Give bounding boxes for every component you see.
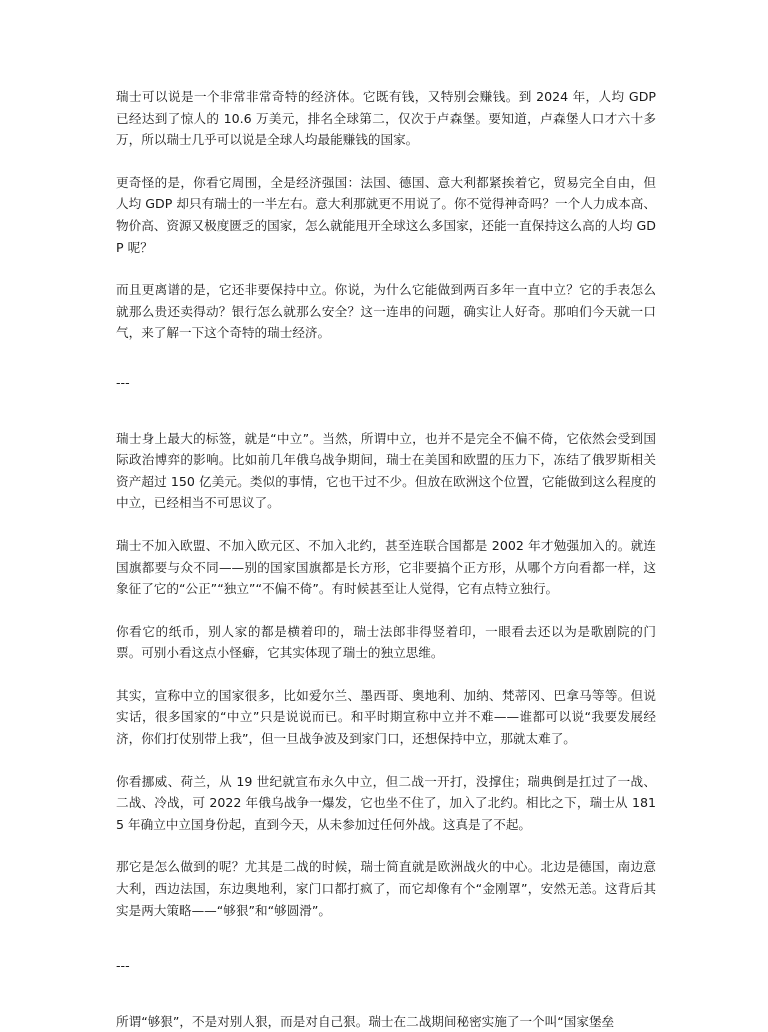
paragraph-neutrality-6: 那它是怎么做到的呢？尤其是二战的时候，瑞士简直就是欧洲战火的中心。北边是德国，南边意大利，西边法国，东边奥地利，家门口都打疯了，而它却像有个“金刚罩”，安然无恙。这背后其实是两大策略——“够狠”和“够圆滑”。 xyxy=(116,859,656,918)
paragraph-neutrality-3: 你看它的纸币，别人家的都是横着印的，瑞士法郎非得竖着印，一眼看去还以为是歌剧院的门票。可别小看这点小怪癖，它其实体现了瑞士的独立思维。 xyxy=(116,623,656,661)
paragraph-intro-1: 瑞士可以说是一个非常非常奇特的经济体。它既有钱，又特别会赚钱。到 2024 年，人均 GDP 已经达到了惊人的 10.6 万美元，排名全球第二，仅次于卢森堡。要知道，卢森堡人口才六十多万，所以瑞士几乎可以说是全球人均最能赚钱的国家。 xyxy=(116,89,656,148)
paragraph-neutrality-2: 瑞士不加入欧盟、不加入欧元区、不加入北约，甚至连联合国都是 2002 年才勉强加入的。就连国旗都要与众不同——别的国家国旗都是长方形，它非要搞个正方形，从哪个方向看都一样，这象征了它的“公正”“独立”“不偏不倚”。有时候甚至让人觉得，它有点特立独行。 xyxy=(116,537,656,597)
paragraph-intro-3: 而且更离谱的是，它还非要保持中立。你说，为什么它能做到两百多年一直中立？它的手表怎么就那么贵还卖得动？银行怎么就那么安全？这一连串的问题，确实让人好奇。那咱们今天就一口气，来了解一下这个奇特的瑞士经济。 xyxy=(116,282,656,341)
paragraph-neutrality-5: 你看挪威、荷兰，从 19 世纪就宣布永久中立，但二战一开打，没撑住；瑞典倒是扛过了一战、二战、冷战，可 2022 年俄乌战争一爆发，它也坐不住了，加入了北约。相比之下，瑞士从 1815 年确立中立国身份起，直到今天，从未参加过任何外战。这真是了不起。 xyxy=(116,773,656,832)
section-separator: --- xyxy=(116,958,130,974)
paragraph-strategy-1: 所谓“够狠”，不是对别人狠，而是对自己狠。瑞士在二战期间秘密实施了一个叫“国家堡垒 xyxy=(116,1013,615,1029)
paragraph-neutrality-1: 瑞士身上最大的标签，就是“中立”。当然，所谓中立，也并不是完全不偏不倚，它依然会受到国际政治博弈的影响。比如前几年俄乌战争期间，瑞士在美国和欧盟的压力下，冻结了俄罗斯相关资产超过 150 亿美元。类似的事情，它也干过不少。但放在欧洲这个位置，它能做到这么程度的中立，已经相当不可思议了。 xyxy=(116,430,656,511)
paragraph-neutrality-4: 其实，宣称中立的国家很多，比如爱尔兰、墨西哥、奥地利、加纳、梵蒂冈、巴拿马等等。但说实话，很多国家的“中立”只是说说而已。和平时期宣称中立并不难——谁都可以说“我要发展经济，你们打仗别带上我”，但一旦战争波及到家门口，还想保持中立，那就太难了。 xyxy=(116,687,656,747)
section-separator: --- xyxy=(116,374,130,390)
paragraph-intro-2: 更奇怪的是，你看它周围，全是经济强国：法国、德国、意大利都紧挨着它，贸易完全自由，但人均 GDP 却只有瑞士的一半左右。意大利那就更不用说了。你不觉得神奇吗？一个人力成本高、物价高、资源又极度匮乏的国家，怎么就能甩开全球这么多国家，还能一直保持这么高的人均 GDP 呢？ xyxy=(116,174,656,255)
